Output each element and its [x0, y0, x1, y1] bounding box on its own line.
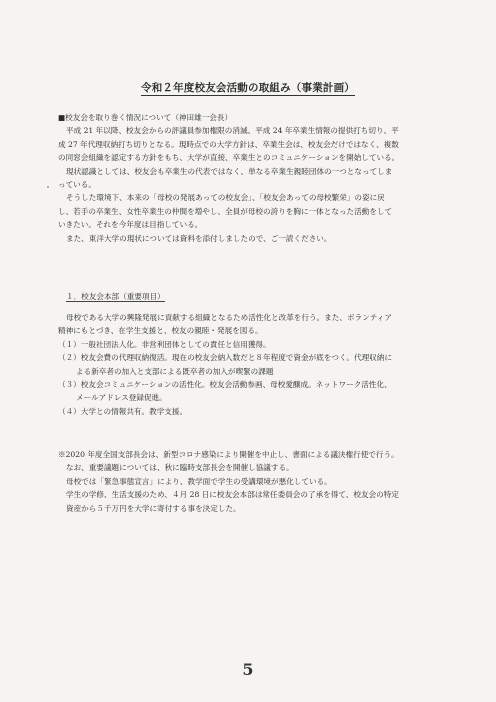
notes-line: ※2020 年度全国支部長会は、新型コロナ感染により開催を中止し、書面による議決権行使で行う。	[58, 450, 399, 459]
intro-line: 成 27 年代理収納打ち切りとなる。現時点での大学方針は、卒業生会は、校友会だけではなく、複数	[58, 139, 399, 149]
section1-heading-text: １．校友会本部（重要項目）	[66, 292, 165, 301]
section1-item-continued: メールアドレス登録促進。	[76, 393, 167, 403]
document-title	[0, 80, 496, 95]
intro-line: 現状認識としては、校友会も卒業生の代表ではなく、単なる卒業生親睦団体の一つとなってしま	[66, 166, 393, 176]
notes-line: 資産から５千万円を大学に寄付する事を決定した。	[66, 503, 241, 513]
section1-item: （３）校友会コミュニケーションの活性化。校友会活動参画、母校愛醸成。ネットワーク活性化、	[58, 380, 392, 390]
notes-section	[58, 448, 442, 515]
section1-item: （４）大学との情報共有。教学支援。	[58, 406, 188, 416]
notes-line: 学生の学修、生活支援のため、４月 28 日に校友会本部は常任委員会の了承を得て、校友会の特定	[66, 490, 399, 500]
intro-section	[58, 111, 442, 245]
notes-line: なお、重要議題については、秋に臨時支部長会を開催し協議する。	[66, 463, 294, 473]
section1-heading	[66, 291, 165, 302]
section1-item: （１）一般社団法人化。非営利団体としての責任と信用獲得。	[58, 339, 271, 349]
intro-line: の同窓会組織を認定する方針をもち、大学が直接、卒業生とのコミュニケーションを開始している。	[58, 153, 400, 163]
scan-speck	[47, 186, 49, 188]
intro-heading: ■校友会を取り巻く情況について（神田雄一会長）	[58, 113, 233, 122]
section1-body	[58, 311, 442, 418]
section1-item: （２）校友会費の代理収納復活。現在の校友会納入数だと８年程度で資金が底をつく。代理収納に	[58, 353, 392, 363]
document-title-text: 令和２年度校友会活動の取組み（事業計画）	[141, 82, 355, 94]
intro-line: いきたい。それを今年度は目指している。	[58, 220, 203, 230]
page-number: 5	[242, 660, 254, 679]
intro-line: そうした環境下、本来の「母校の発展あっての校友会」、「校友会あっての母校繁栄」の姿に戻	[66, 193, 385, 203]
section1-line: 母校である大学の興隆発展に貢献する組織となるため活性化と改革を行う。また、ボランティア	[66, 313, 392, 322]
section1-line: 精神にもとづき、在学生支援と、校友の親睦・発展を図る。	[58, 326, 263, 336]
intro-line: また、東洋大学の現状については資料を添付しましたので、ご一読ください。	[66, 233, 332, 243]
intro-line: し、若手の卒業生、女性卒業生の仲間を増やし、全員が母校の誇りを胸に一体となった活動をして	[58, 206, 393, 216]
notes-line: 母校では「緊急事態宣言」により、教学面で学生の受講環境が悪化している。	[66, 476, 332, 486]
section1-item-continued: よる新卒者の加入と支部による既卒者の加入が喫緊の課題	[76, 366, 274, 376]
intro-line: 平成 21 年以降、校友会からの評議員参加権限の消滅、平成 24 年卒業生情報の提供打ち切り、平	[66, 126, 399, 136]
intro-line: っている。	[58, 180, 96, 190]
